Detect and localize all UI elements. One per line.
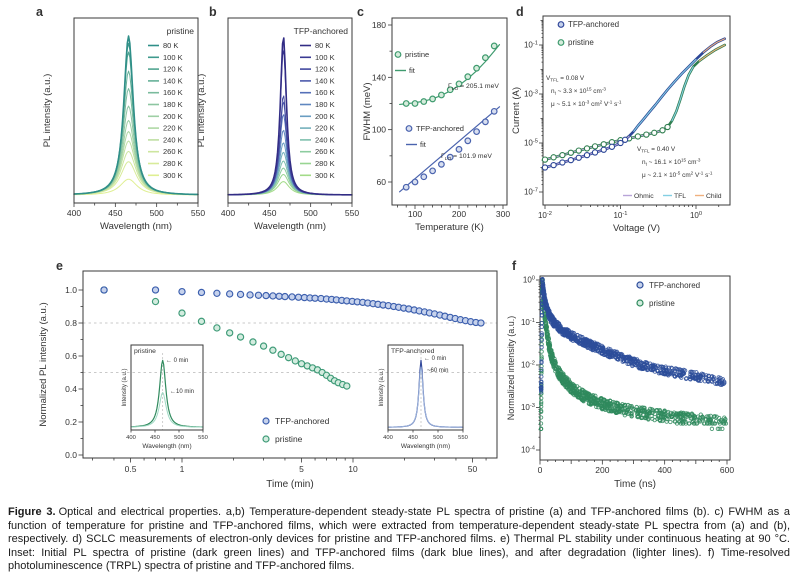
svg-text:180 K: 180 K bbox=[315, 100, 335, 109]
svg-text:PL intensity (a.u.): PL intensity (a.u.) bbox=[196, 73, 207, 148]
svg-text:10-2: $10^{-2}$ bbox=[520, 360, 535, 370]
svg-text:500: 500 bbox=[174, 435, 184, 441]
svg-text:260 K: 260 K bbox=[163, 147, 183, 157]
svg-text:Time (ns): Time (ns) bbox=[614, 479, 656, 490]
svg-text:450: 450 bbox=[150, 435, 160, 441]
svg-text:TFP-anchored: TFP-anchored bbox=[416, 124, 464, 133]
panel-e bbox=[38, 259, 497, 490]
svg-text:TFP-anchored: TFP-anchored bbox=[391, 348, 435, 355]
svg-text:60: 60 bbox=[376, 177, 386, 187]
svg-text:450: 450 bbox=[108, 208, 123, 218]
svg-text:c: c bbox=[357, 5, 364, 19]
svg-text:200 K: 200 K bbox=[163, 111, 183, 121]
svg-text:TFL: TFL bbox=[674, 193, 687, 200]
svg-text:600: 600 bbox=[719, 465, 735, 475]
svg-text:Wavelength (nm): Wavelength (nm) bbox=[400, 443, 451, 450]
svg-text:Normalized PL intensity (a.u.): Normalized PL intensity (a.u.) bbox=[38, 302, 49, 427]
svg-text:140: 140 bbox=[371, 72, 386, 83]
svg-text:200 K: 200 K bbox=[315, 111, 335, 121]
svg-text:400: 400 bbox=[66, 208, 82, 218]
panel-a bbox=[36, 5, 205, 232]
svg-text:← 0 min: ← 0 min bbox=[166, 358, 189, 364]
svg-text:1: 1 bbox=[179, 464, 185, 474]
svg-text:450: 450 bbox=[262, 208, 277, 218]
svg-text:400: 400 bbox=[220, 208, 236, 218]
svg-text:Child: Child bbox=[706, 193, 722, 200]
svg-text:300 K: 300 K bbox=[315, 170, 335, 180]
svg-text:10-7: $10^{-7}$ bbox=[523, 187, 538, 197]
svg-text:50: 50 bbox=[467, 464, 478, 474]
svg-text:100: $10^0$ bbox=[689, 210, 703, 220]
svg-text:fit: fit bbox=[420, 140, 426, 149]
panel-d bbox=[511, 5, 730, 234]
svg-text:VTFL = 0.08 V: $V_{TFL} = 0.08$ V bbox=[546, 75, 585, 83]
svg-text:400: 400 bbox=[126, 435, 136, 441]
svg-text:← 0 min: ← 0 min bbox=[424, 356, 447, 362]
svg-text:200: 200 bbox=[595, 465, 610, 475]
svg-text:1.0: 1.0 bbox=[65, 285, 77, 295]
svg-text:ΓLO = 205.1 meV: $\Gamma_{LO} = 205.1$ meV bbox=[448, 83, 499, 92]
svg-text:100: $10^0$ bbox=[522, 275, 535, 285]
svg-text:μ ~ 5.1 × 10-3 cm2 V-1 s-1: μ ~ $5.1 \times 10^{-3}$ $cm^2$ $V^{-1}$ $s^{-1}$ bbox=[551, 99, 622, 108]
svg-text:140 K: 140 K bbox=[163, 76, 183, 86]
svg-text:200: 200 bbox=[451, 209, 467, 219]
svg-text:a: a bbox=[36, 5, 43, 19]
svg-text:300: 300 bbox=[495, 209, 511, 219]
svg-text:500: 500 bbox=[149, 208, 164, 218]
svg-text:240 K: 240 K bbox=[315, 135, 335, 145]
svg-text:140 K: 140 K bbox=[315, 76, 335, 86]
svg-text:400: 400 bbox=[383, 435, 393, 441]
svg-text:10-3: $10^{-3}$ bbox=[523, 89, 538, 99]
svg-text:nt ~ 16.1 × 1015 cm-3: $n_t$ ~ $16.1 \times 10^{15}$ $cm^{-3}$ bbox=[642, 157, 701, 167]
svg-text:e: e bbox=[56, 259, 63, 273]
svg-text:280 K: 280 K bbox=[163, 159, 183, 168]
svg-text:10-5: $10^{-5}$ bbox=[523, 138, 538, 148]
svg-text:100 K: 100 K bbox=[163, 52, 183, 62]
svg-text:80 K: 80 K bbox=[163, 41, 179, 50]
svg-text:10-1: $10^{-1}$ bbox=[523, 40, 538, 50]
svg-text:Voltage (V): Voltage (V) bbox=[613, 223, 660, 234]
svg-text:Normalized intensity (a.u.): Normalized intensity (a.u.) bbox=[506, 315, 516, 421]
svg-text:pristine: pristine bbox=[649, 299, 675, 308]
svg-text:TFP-anchored: TFP-anchored bbox=[649, 281, 701, 290]
svg-text:ΓLO = 101.9 meV: $\Gamma_{LO} = 101.9$ meV bbox=[441, 153, 492, 162]
svg-text:160 K: 160 K bbox=[163, 88, 183, 98]
svg-text:10-2: $10^{-2}$ bbox=[537, 210, 553, 220]
svg-text:0.5: 0.5 bbox=[124, 464, 137, 474]
svg-text:Wavelength (nm): Wavelength (nm) bbox=[100, 221, 172, 232]
panel-f bbox=[506, 259, 734, 490]
svg-text:5: 5 bbox=[299, 464, 304, 474]
svg-text:~60 min: ~60 min bbox=[427, 368, 449, 374]
figure-caption-label: Figure 3. bbox=[8, 506, 56, 518]
svg-text:180 K: 180 K bbox=[163, 100, 183, 109]
svg-text:PL intensity (a.u.): PL intensity (a.u.) bbox=[42, 73, 53, 148]
svg-text:TFP-anchored: TFP-anchored bbox=[293, 26, 348, 36]
svg-text:←10 min: ←10 min bbox=[170, 389, 195, 395]
svg-text:pristine: pristine bbox=[405, 50, 430, 59]
svg-text:450: 450 bbox=[408, 435, 418, 441]
figure-caption-text: Optical and electrical properties. a,b) Temperature-dependent steady-state PL spectra of pristine (a) and TFP-anchored films (b). c) FWHM as a function of temperature for pristine and TFP-anchored films, which were extracted from temperature-dependent steady-state PL spectra from (a) and (b), respectively. d) SCLC measurements of electron-only devices for pristine and TFP-anchored films. e) Thermal PL stability under continuous heating at 90 °C. Inset: Initial PL spectra of pristine (dark green lines) and TFP-anchored films (dark blue lines), and after degradation (lighter lines). f) Time-resolved photoluminescence (TRPL) spectra of pristine and TFP-anchored films. bbox=[8, 506, 790, 573]
svg-text:10-1: $10^{-1}$ bbox=[520, 318, 535, 328]
svg-text:550: 550 bbox=[344, 208, 360, 218]
svg-text:400: 400 bbox=[657, 465, 672, 475]
svg-text:Current (A): Current (A) bbox=[511, 87, 522, 134]
svg-text:0: 0 bbox=[537, 465, 543, 475]
svg-text:μ ~ 2.1 × 10-5 cm2 V-1 s-1: μ ~ $2.1 \times 10^{-5}$ $cm^2$ $V^{-1}$ $s^{-1}$ bbox=[642, 170, 713, 179]
svg-text:Wavelength (nm): Wavelength (nm) bbox=[254, 221, 326, 232]
svg-text:Time (min): Time (min) bbox=[266, 479, 314, 490]
svg-text:550: 550 bbox=[458, 435, 468, 441]
svg-text:Intensity (a.u.): Intensity (a.u.) bbox=[122, 368, 128, 407]
svg-text:fit: fit bbox=[409, 66, 415, 75]
svg-text:500: 500 bbox=[433, 435, 443, 441]
svg-text:0.8: 0.8 bbox=[65, 318, 77, 328]
figure-caption bbox=[8, 506, 790, 574]
svg-text:10-4: $10^{-4}$ bbox=[520, 445, 535, 455]
svg-text:d: d bbox=[516, 5, 524, 19]
panel-c bbox=[357, 5, 510, 233]
svg-text:0.2: 0.2 bbox=[65, 417, 77, 427]
svg-text:120 K: 120 K bbox=[163, 64, 183, 74]
svg-text:TFP-anchored: TFP-anchored bbox=[275, 416, 330, 426]
svg-text:Wavelength (nm): Wavelength (nm) bbox=[142, 443, 192, 450]
svg-text:100 K: 100 K bbox=[315, 52, 335, 62]
svg-text:Intensity (a.u.): Intensity (a.u.) bbox=[379, 368, 385, 407]
svg-text:550: 550 bbox=[190, 208, 206, 218]
svg-text:500: 500 bbox=[303, 208, 318, 218]
svg-text:100: 100 bbox=[371, 124, 386, 135]
svg-text:VTFL = 0.40 V: $V_{TFL} = 0.40$ V bbox=[637, 146, 676, 154]
svg-text:FWHM (meV): FWHM (meV) bbox=[362, 82, 373, 141]
svg-text:10-1: $10^{-1}$ bbox=[613, 210, 628, 220]
panel-b bbox=[196, 5, 359, 232]
svg-text:220 K: 220 K bbox=[163, 123, 183, 133]
svg-text:pristine: pristine bbox=[568, 38, 594, 47]
svg-text:120 K: 120 K bbox=[315, 64, 335, 74]
svg-text:260 K: 260 K bbox=[315, 147, 335, 157]
svg-text:0.0: 0.0 bbox=[65, 450, 77, 460]
svg-text:nt ~ 3.3 × 1015 cm-3: $n_t$ ~ $3.3 \times 10^{15}$ $cm^{-3}$ bbox=[551, 86, 606, 96]
svg-text:pristine: pristine bbox=[134, 348, 156, 355]
svg-text:10-3: $10^{-3}$ bbox=[520, 403, 535, 413]
svg-text:0.4: 0.4 bbox=[65, 384, 77, 394]
svg-text:f: f bbox=[512, 259, 517, 273]
svg-text:240 K: 240 K bbox=[163, 135, 183, 145]
svg-text:10: 10 bbox=[348, 464, 358, 474]
svg-text:180: 180 bbox=[371, 20, 386, 30]
svg-text:160 K: 160 K bbox=[315, 88, 335, 98]
svg-text:Ohmic: Ohmic bbox=[634, 193, 654, 200]
svg-text:220 K: 220 K bbox=[315, 123, 335, 133]
svg-text:80 K: 80 K bbox=[315, 41, 331, 50]
svg-text:300 K: 300 K bbox=[163, 170, 183, 180]
svg-text:0.6: 0.6 bbox=[65, 351, 77, 361]
svg-text:100: 100 bbox=[407, 209, 423, 219]
svg-text:b: b bbox=[209, 5, 217, 19]
svg-text:280 K: 280 K bbox=[315, 159, 335, 168]
svg-text:Temperature (K): Temperature (K) bbox=[415, 222, 484, 233]
svg-text:pristine: pristine bbox=[166, 26, 194, 36]
svg-text:pristine: pristine bbox=[275, 434, 303, 444]
svg-text:TFP-anchored: TFP-anchored bbox=[568, 20, 620, 29]
svg-text:550: 550 bbox=[198, 435, 208, 441]
